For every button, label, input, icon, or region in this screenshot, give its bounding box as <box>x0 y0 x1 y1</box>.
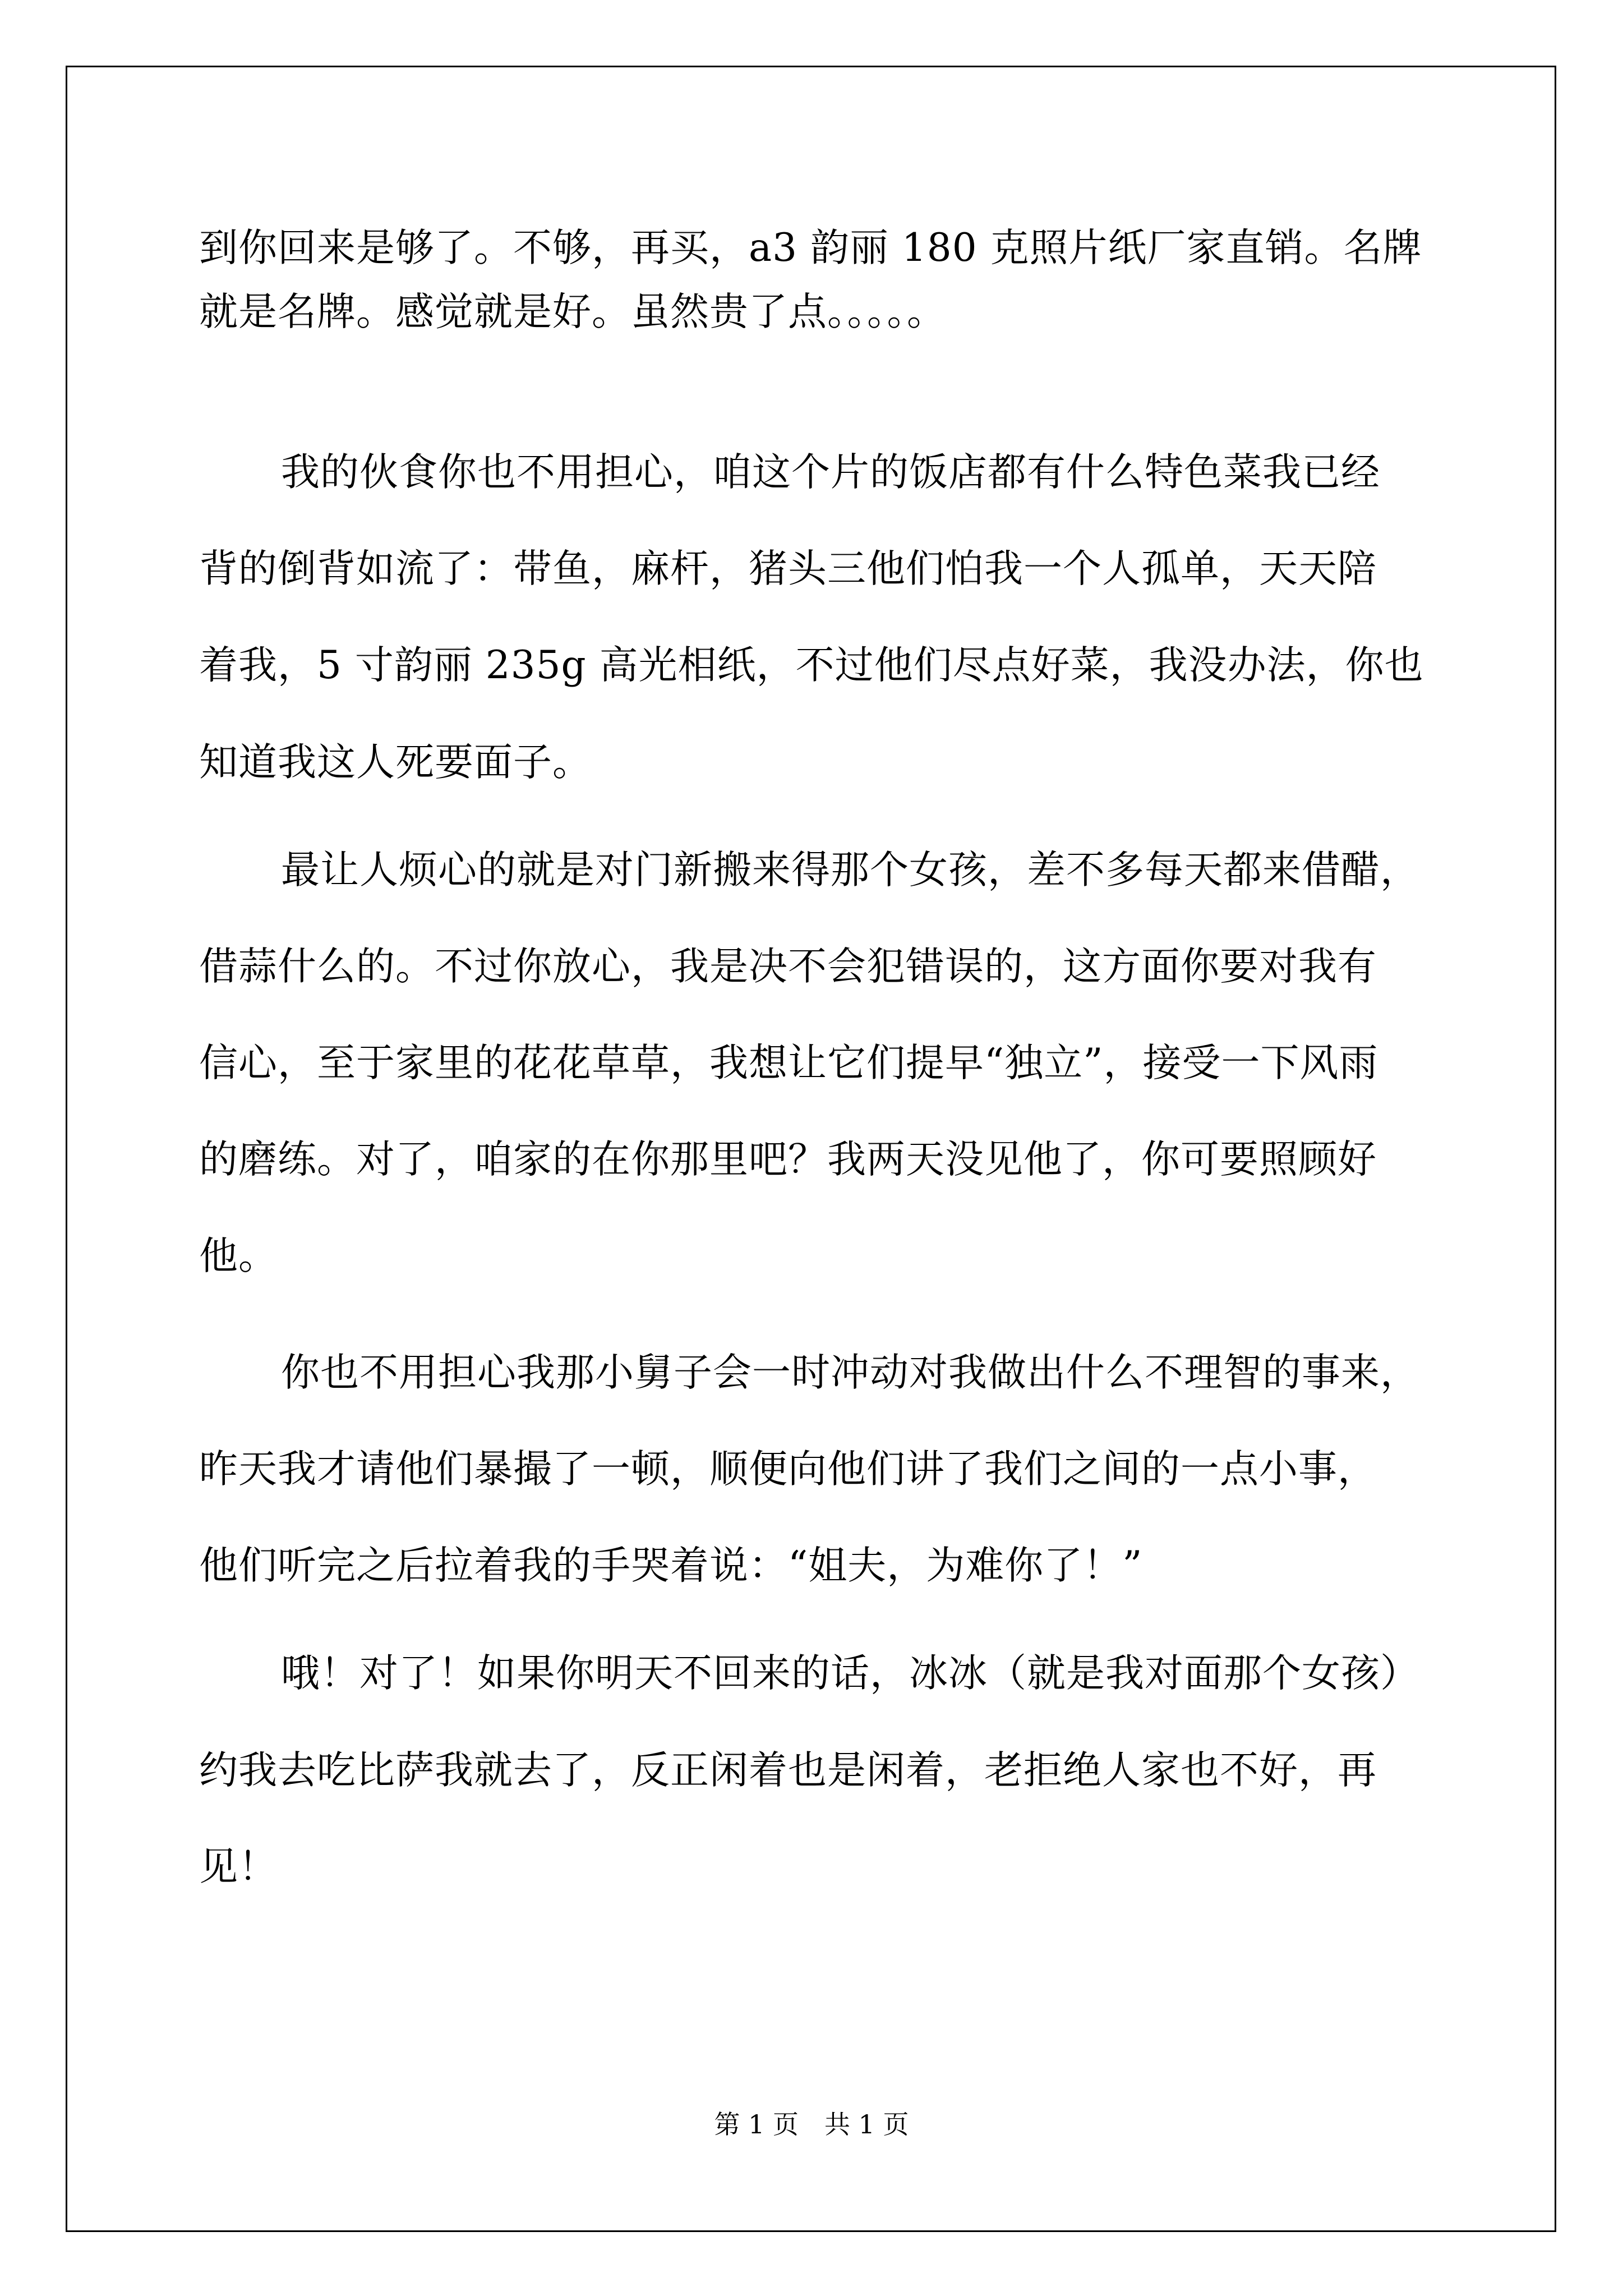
text-line: 的磨练。对了，咱家的在你那里吧？我两天没见他了，你可要照顾好 <box>199 1137 1377 1182</box>
text-line: 哦！对了！如果你明天不回来的话，冰冰（就是我对面那个女孩） <box>281 1651 1419 1696</box>
text-line: 背的倒背如流了：带鱼，麻杆，猪头三他们怕我一个人孤单，天天陪 <box>199 546 1377 591</box>
text-line: 你也不用担心我那小舅子会一时冲动对我做出什么不理智的事来， <box>281 1350 1419 1395</box>
text-line: 他。 <box>199 1234 278 1278</box>
text-line: 到你回来是够了。不够，再买，a3 韵丽 180 克照片纸厂家直销。名牌 <box>199 226 1422 270</box>
text-line: 最让人烦心的就是对门新搬来得那个女孩，差不多每天都来借醋， <box>281 848 1419 892</box>
text-line: 借蒜什么的。不过你放心，我是决不会犯错误的，这方面你要对我有 <box>199 944 1377 989</box>
text-line: 信心，至于家里的花花草草，我想让它们提早“独立”，接受一下风雨 <box>199 1041 1378 1085</box>
page-number-footer: 第 1 页 共 1 页 <box>714 2109 909 2139</box>
text-line: 见！ <box>199 1844 278 1889</box>
text-line: 约我去吃比萨我就去了，反正闲着也是闲着，老拒绝人家也不好，再 <box>199 1748 1377 1793</box>
text-line: 昨天我才请他们暴撮了一顿，顺便向他们讲了我们之间的一点小事， <box>199 1447 1377 1492</box>
text-line: 他们听完之后拉着我的手哭着说：“姐夫，为难你了！” <box>199 1543 1143 1588</box>
text-line: 我的伙食你也不用担心，咱这个片的饭店都有什么特色菜我已经 <box>281 450 1380 495</box>
text-line: 就是名牌。感觉就是好。虽然贵了点。。。。。 <box>199 289 946 334</box>
text-line: 知道我这人死要面子。 <box>199 740 592 785</box>
text-line: 着我，5 寸韵丽 235g 高光相纸，不过他们尽点好菜，我没办法，你也 <box>199 643 1424 688</box>
